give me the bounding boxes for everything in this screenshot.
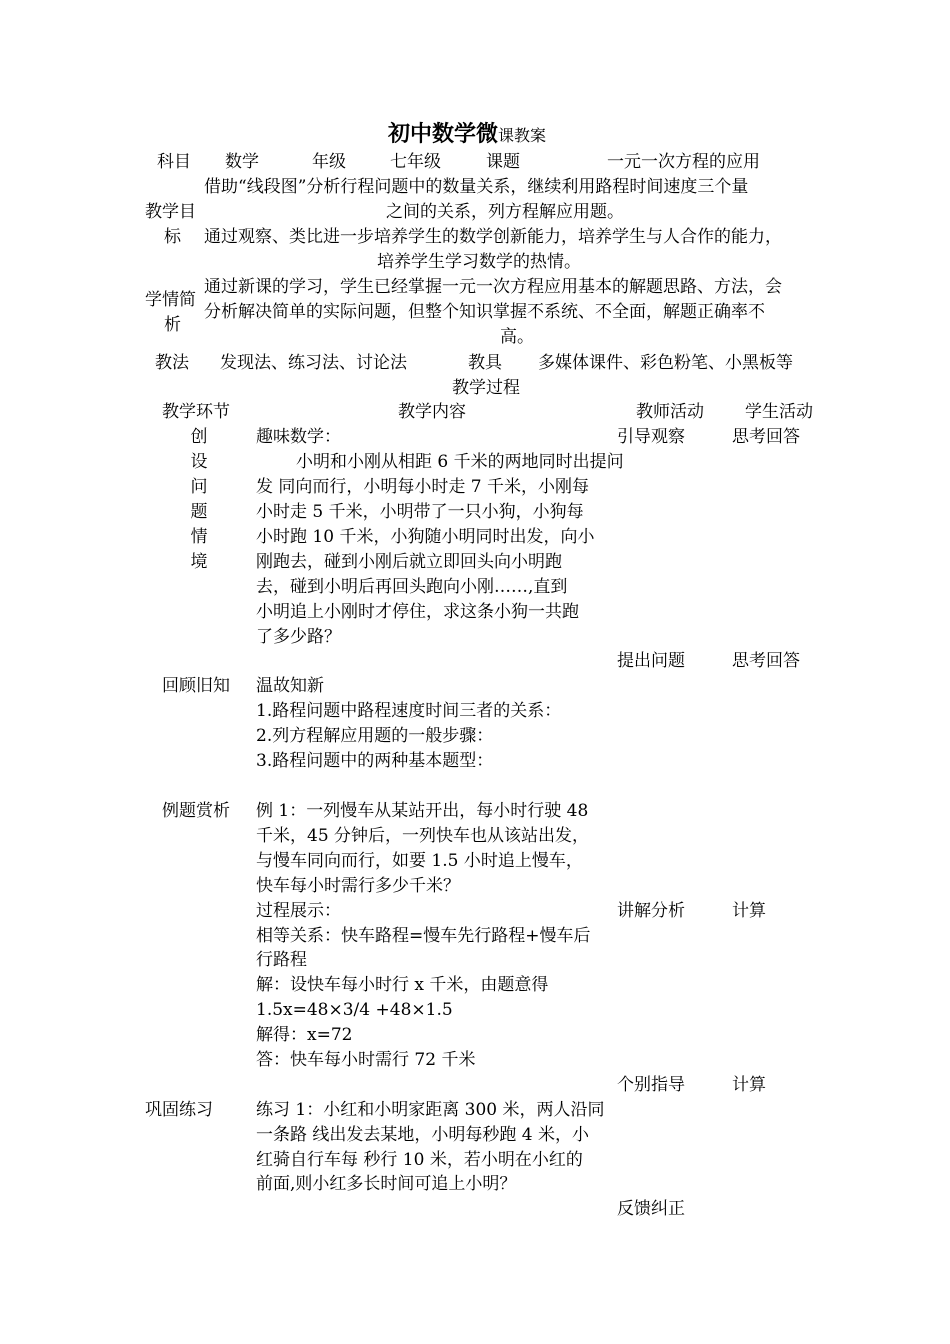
section4-stage: 巩固练习 [145,1100,213,1120]
section3-line: 解得：x=72 [256,1025,353,1045]
section1-heading: 趣味数学： [256,427,341,447]
section2-stage: 回顾旧知 [162,676,230,696]
grade-value: 七年级 [390,152,441,172]
stage-char: 情 [190,527,208,547]
section3-teacher-1: 讲解分析 [617,901,685,921]
section1-line: 小时跑 10 千米，小狗随小明同时出发，向小 [256,527,595,547]
process-heading: 教学过程 [452,378,520,398]
section3-line: 解：设快车每小时行 x 千米，由题意得 [256,975,549,995]
section1-line: 发 同向而行，小明每小时走 7 千米，小刚每 [256,477,590,497]
section3-stage: 例题赏析 [162,801,230,821]
grade-label: 年级 [312,152,346,172]
stage-char: 问 [190,477,208,497]
subject-label: 科目 [157,152,191,172]
section1-line: 了多少路？ [256,627,341,647]
objectives-label-1: 教学目 [145,202,196,222]
subject-value: 数学 [225,152,259,172]
section1-line: 小明和小刚从相距 6 千米的两地同时出提问 [296,452,624,472]
topic-label: 课题 [486,152,520,172]
section1-teacher-2: 提出问题 [617,651,685,671]
page-title [388,122,546,148]
tools-label: 教具 [468,353,502,373]
section4-teacher: 反馈纠正 [617,1199,685,1219]
section3-teacher-2: 个别指导 [617,1075,685,1095]
section1-line: 小明追上小刚时才停住，求这条小狗一共跑 [256,602,579,622]
objectives-line-1: 借助“线段图”分析行程问题中的数量关系，继续利用路程时间速度三个量 [204,177,749,197]
stage-char: 题 [190,502,208,522]
section3-line: 千米，45 分钟后，一列快车也从该站出发， [256,826,590,846]
section1-student-2: 思考回答 [732,651,800,671]
stage-char: 创 [190,427,208,447]
section3-line: 相等关系：快车路程=慢车先行路程+慢车后 [256,926,591,946]
section3-line: 快车每小时需行多少千米？ [256,876,460,896]
objectives-line-4: 培养学生学习数学的热情。 [377,252,581,272]
objectives-line-3: 通过观察、类比进一步培养学生的数学创新能力，培养学生与人合作的能力， [204,227,782,247]
header-stage: 教学环节 [162,402,230,422]
section3-line: 行路程 [256,950,307,970]
section1-line: 刚跑去，碰到小刚后就立即回头向小明跑 [256,552,562,572]
section1-stage [184,425,214,575]
method-value: 发现法、练习法、讨论法 [220,353,407,373]
method-label: 教法 [155,353,189,373]
stage-char: 境 [190,552,208,572]
analysis-label-1: 学情简 [145,290,196,310]
header-content: 教学内容 [398,402,466,422]
analysis-line-3: 高。 [500,327,534,347]
section3-student-2: 计算 [732,1075,766,1095]
title-suffix: 课教案 [498,126,547,145]
section4-line: 一条路 线出发去某地，小明每秒跑 4 米，小 [256,1125,590,1145]
section4-line: 练习 1：小红和小明家距离 300 米，两人沿同 [256,1100,605,1120]
section1-line: 去，碰到小明后再回头跑向小刚……,直到 [256,577,568,597]
title-main: 初中数学微 [388,121,499,147]
section3-line: 与慢车同向而行，如要 1.5 小时追上慢车， [256,851,583,871]
analysis-line-1: 通过新课的学习，学生已经掌握一元一次方程应用基本的解题思路、方法，会 [204,277,782,297]
section3-student-1: 计算 [732,901,766,921]
section3-line: 例 1：一列慢车从某站开出，每小时行驶 48 [256,801,589,821]
analysis-line-2: 分析解决简单的实际问题，但整个知识掌握不系统、不全面，解题正确率不 [204,302,765,322]
objectives-label-2: 标 [164,227,181,247]
header-student: 学生活动 [745,402,813,422]
section3-line: 答：快车每小时需行 72 千米 [256,1050,476,1070]
header-teacher: 教师活动 [636,402,704,422]
section1-teacher-1: 引导观察 [617,427,685,447]
section3-line: 过程展示： [256,901,341,921]
section2-line: 2.列方程解应用题的一般步骤： [256,726,494,746]
section4-line: 红骑自行车每 秒行 10 米，若小明在小红的 [256,1150,583,1170]
stage-char: 设 [190,452,208,472]
section2-line: 1.路程问题中路程速度时间三者的关系： [256,701,562,721]
section1-student-1: 思考回答 [732,427,800,447]
tools-value: 多媒体课件、彩色粉笔、小黑板等 [538,353,793,373]
section2-line: 3.路程问题中的两种基本题型： [256,751,494,771]
objectives-line-2: 之间的关系，列方程解应用题。 [386,202,624,222]
topic-value: 一元一次方程的应用 [607,152,760,172]
section1-line: 小时走 5 千米，小明带了一只小狗，小狗每 [256,502,584,522]
section3-line: 1.5x=48×3/4 +48×1.5 [256,1000,453,1020]
analysis-label-2: 析 [164,315,181,335]
section4-line: 前面,则小红多长时间可追上小明？ [256,1174,517,1194]
section2-line: 温故知新 [256,676,324,696]
